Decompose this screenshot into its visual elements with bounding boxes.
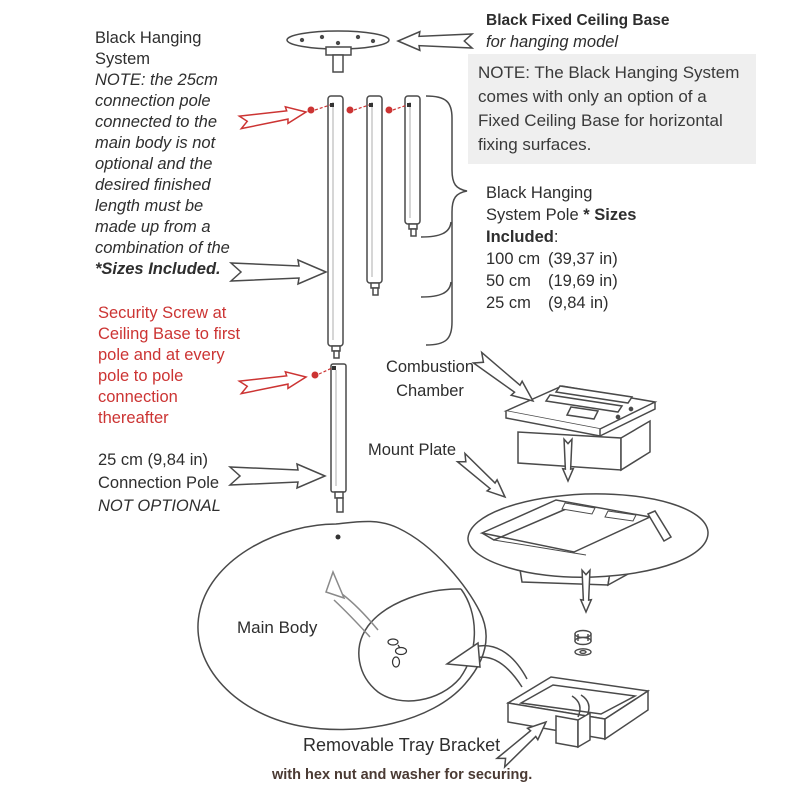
arrow-to-mount-plate — [456, 452, 510, 502]
arrow-plate-down — [581, 570, 592, 612]
pole-sizes-title-line2 — [486, 204, 636, 226]
hanging-system-title-line: System — [95, 50, 151, 68]
hanging-note-line: connected to the — [95, 113, 218, 131]
hanging-note-line: made up from a — [95, 218, 211, 236]
connection-pole-emphasis: NOT OPTIONAL — [98, 497, 221, 515]
pole-sizes-colon: : — [553, 228, 559, 246]
ceiling-base-block — [486, 10, 776, 53]
security-screw-dots — [308, 105, 408, 114]
tray-bracket-caption: with hex nut and washer for securing. — [272, 767, 533, 783]
arrow-to-connection-pole — [230, 464, 325, 488]
hanging-note-line: connection pole — [95, 92, 211, 110]
pole-size-cm: 50 cm — [486, 272, 531, 290]
sizes-included-emphasis: *Sizes Included. — [95, 260, 221, 278]
security-screw-note — [98, 303, 240, 429]
pole-sizes-bold: * Sizes — [583, 206, 637, 224]
pole-sizes-brace — [421, 96, 467, 345]
arrow-to-ceiling-base — [398, 32, 472, 51]
pole-sizes-title-line1: Black Hanging — [486, 184, 593, 202]
hanging-system-note — [95, 28, 255, 280]
pole-size-in: (39,37 in) — [548, 250, 618, 268]
pole-size-row — [486, 270, 636, 292]
security-screw-line: thereafter — [98, 409, 169, 427]
red-arrow-connection-security-screw — [239, 369, 307, 396]
ceiling-note-line: fixing surfaces. — [478, 135, 592, 154]
ceiling-note-line: Fixed Ceiling Base for horizontal — [478, 111, 723, 130]
connection-pole-line: 25 cm (9,84 in) — [98, 451, 209, 469]
connection-pole-drawing — [331, 364, 346, 512]
security-screw-line: pole and at every — [98, 346, 225, 364]
connection-pole-label — [98, 449, 221, 518]
arrow-to-combustion-chamber — [472, 351, 538, 408]
pole-size-row — [486, 292, 636, 314]
security-screw-line: pole to pole — [98, 367, 184, 385]
security-screw-line: Ceiling Base to first — [98, 325, 241, 343]
combustion-chamber-label — [385, 355, 475, 403]
pole-size-in: (9,84 in) — [548, 294, 609, 312]
system-poles-drawing — [328, 96, 420, 358]
hanging-note-line: main body is not — [95, 134, 216, 152]
pole-size-cm: 100 cm — [486, 250, 541, 268]
ceiling-base-note — [468, 54, 756, 164]
hanging-note-line: desired finished — [95, 176, 211, 194]
pole-sizes-title-line3 — [486, 226, 636, 248]
pole-sizes-block — [486, 182, 636, 314]
pole-sizes-included: Included — [486, 228, 554, 246]
ceiling-base-subtitle: for hanging model — [486, 33, 619, 51]
hanging-note-line: combination of the — [95, 239, 230, 257]
tray-bracket-label: Removable Tray Bracket — [303, 735, 501, 755]
security-screw-dot-connection-pole — [312, 372, 319, 379]
hex-nut-washer-drawing — [575, 631, 591, 656]
pole-size-cm: 25 cm — [486, 294, 531, 312]
ceiling-base-drawing — [287, 31, 389, 72]
arrow-chamber-down — [563, 439, 574, 481]
ceiling-note-line: comes with only an option of a — [478, 87, 707, 106]
mount-plate-label: Mount Plate — [368, 441, 457, 459]
combustion-chamber-line: Combustion — [385, 358, 475, 376]
hanging-note-line: NOTE: the 25cm — [95, 71, 218, 89]
pole-sizes-normal: System Pole — [486, 206, 584, 224]
security-screw-line: Security Screw at — [98, 304, 227, 322]
ceiling-note-line: NOTE: The Black Hanging System — [478, 63, 740, 82]
connection-pole-line: Connection Pole — [98, 474, 220, 492]
hanging-note-line: optional and the — [95, 155, 213, 173]
hanging-note-line: length must be — [95, 197, 204, 215]
hanging-system-title-line: Black Hanging — [95, 29, 202, 47]
security-screw-line: connection — [98, 388, 178, 406]
pole-size-row — [486, 248, 636, 270]
pole-size-in: (19,69 in) — [548, 272, 618, 290]
combustion-chamber-line: Chamber — [396, 382, 464, 400]
main-body-label: Main Body — [237, 618, 318, 637]
ceiling-base-title: Black Fixed Ceiling Base — [486, 12, 670, 29]
